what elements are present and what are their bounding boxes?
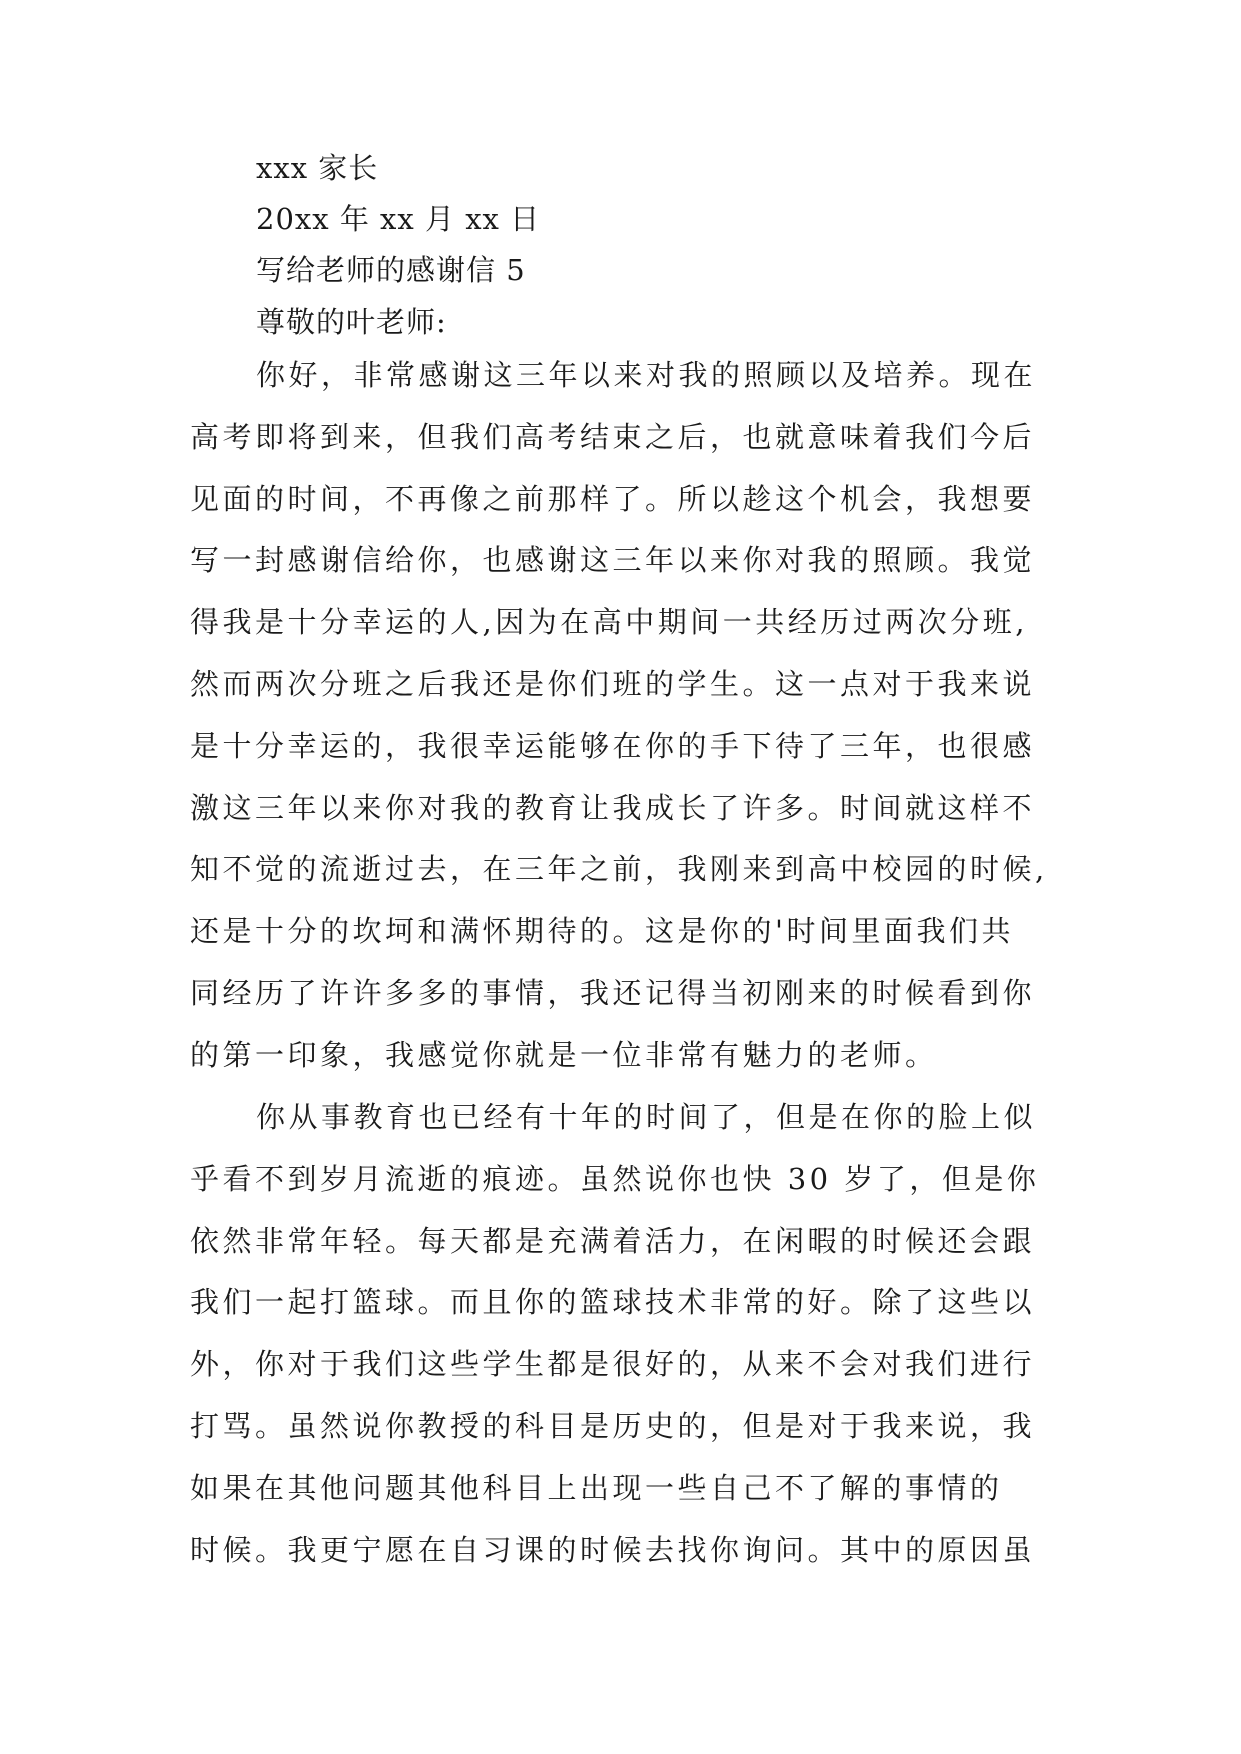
paragraph-line: 的第一印象，我感觉你就是一位非常有魅力的老师。 — [190, 1037, 938, 1072]
paragraph-line: 时候。我更宁愿在自习课的时候去找你询问。其中的原因虽 — [190, 1532, 1036, 1567]
paragraph-line: 见面的时间，不再像之前那样了。所以趁这个机会，我想要 — [190, 481, 1036, 516]
salutation: 尊敬的叶老师: — [256, 305, 447, 339]
paragraph-line: 写一封感谢信给你，也感谢这三年以来你对我的照顾。我觉 — [190, 543, 1036, 578]
paragraph-line: 你好，非常感谢这三年以来对我的照顾以及培养。现在 — [256, 358, 1037, 392]
paragraph-line: 是十分幸运的，我很幸运能够在你的手下待了三年，也很感 — [190, 728, 1036, 763]
paragraph-line: 我们一起打篮球。而且你的篮球技术非常的好。除了这些以 — [190, 1285, 1036, 1320]
paragraph-line: 同经历了许许多多的事情，我还记得当初刚来的时候看到你 — [190, 975, 1036, 1010]
paragraph-line: 然而两次分班之后我还是你们班的学生。这一点对于我来说 — [190, 666, 1036, 701]
paragraph-2 — [190, 1087, 1050, 1581]
paragraph-line: 得我是十分幸运的人,因为在高中期间一共经历过两次分班, — [190, 605, 1028, 640]
letter-title: 写给老师的感谢信 5 — [256, 253, 526, 287]
paragraph-line: 打骂。虽然说你教授的科目是历史的，但是对于我来说，我 — [190, 1408, 1036, 1443]
paragraph-line: 高考即将到来，但我们高考结束之后，也就意味着我们今后 — [190, 419, 1036, 454]
paragraph-1 — [190, 345, 1050, 1087]
paragraph-line: 你从事教育也已经有十年的时间了，但是在你的脸上似 — [256, 1100, 1037, 1134]
paragraph-line: 如果在其他问题其他科目上出现一些自己不了解的事情的 — [190, 1470, 1003, 1505]
signature-line: xxx 家长 — [256, 151, 379, 185]
paragraph-line: 知不觉的流逝过去，在三年之前，我刚来到高中校园的时候, — [190, 852, 1048, 887]
paragraph-line: 激这三年以来你对我的教育让我成长了许多。时间就这样不 — [190, 790, 1036, 825]
paragraph-line: 外，你对于我们这些学生都是很好的，从来不会对我们进行 — [190, 1347, 1036, 1382]
date-line: 20xx 年 xx 月 xx 日 — [256, 202, 541, 236]
paragraph-line: 还是十分的坎坷和满怀期待的。这是你的'时间里面我们共 — [190, 914, 1014, 949]
paragraph-line: 乎看不到岁月流逝的痕迹。虽然说你也快 30 岁了，但是你 — [190, 1161, 1040, 1196]
paragraph-line: 依然非常年轻。每天都是充满着活力，在闲暇的时候还会跟 — [190, 1223, 1036, 1258]
